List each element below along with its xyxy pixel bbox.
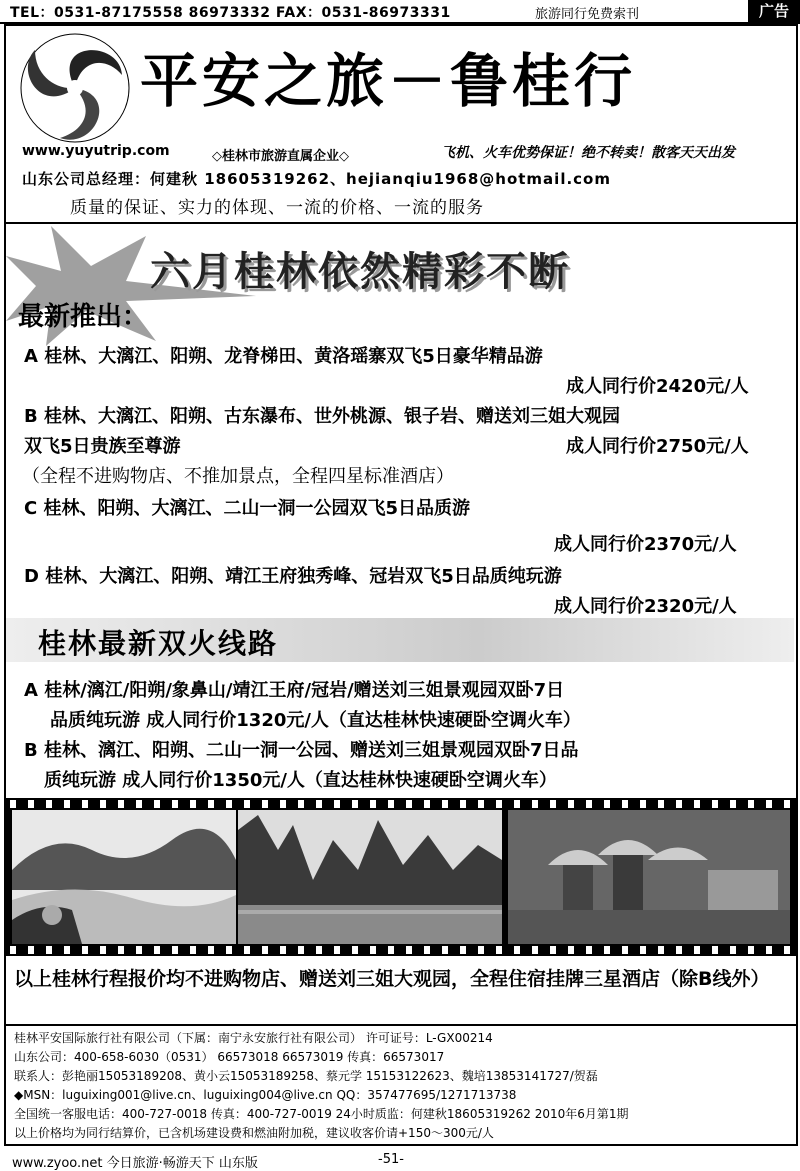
top-contact-bar bbox=[0, 0, 800, 24]
latest-label: 最新推出： bbox=[18, 302, 149, 332]
divider bbox=[4, 1024, 796, 1026]
affiliation-text: ◇桂林市旅游直属企业◇ bbox=[212, 149, 349, 164]
brand-title: 平安之旅－鲁桂行 bbox=[140, 47, 637, 115]
route-d-price: 成人同行价2320元/人 bbox=[554, 596, 737, 617]
film-perforation bbox=[4, 800, 796, 808]
promo-slogan: 飞机、火车优势保证！绝不转卖！散客天天出发 bbox=[441, 145, 735, 161]
shandong-office-phones: 山东公司：400-658-6030（0531） 66573018 66573019 传真：66573017 bbox=[14, 1050, 445, 1064]
train-banner-title: 桂林最新双火线路 bbox=[38, 627, 279, 660]
divider bbox=[4, 222, 796, 224]
route-c-price: 成人同行价2370元/人 bbox=[554, 534, 737, 555]
notice-banner: 以上桂林行程报价均不进购物店、赠送刘三姐大观园，全程住宿挂牌三星酒店（除B线外） bbox=[14, 968, 770, 990]
train-route-b-line2: 质纯玩游 成人同行价1350元/人（直达桂林快速硬卧空调火车） bbox=[44, 770, 557, 791]
page-number: -51- bbox=[378, 1152, 404, 1167]
route-b-subtitle: 双飞5日贵族至尊游 bbox=[24, 436, 181, 457]
film-perforation bbox=[4, 946, 796, 954]
route-b-price: 成人同行价2750元/人 bbox=[566, 436, 749, 457]
photo-strip bbox=[4, 798, 796, 956]
msn-qq: ◆MSN：luguixing001@live.cn、luguixing004@live.cn QQ：357477695/1271713738 bbox=[14, 1088, 517, 1102]
train-route-a-line1: A 桂林/漓江/阳朔/象鼻山/靖江王府/冠岩/赠送刘三姐景观园双卧7日 bbox=[24, 680, 565, 701]
train-banner bbox=[6, 618, 794, 662]
photo-ink-landscape bbox=[12, 810, 236, 944]
route-a-price: 成人同行价2420元/人 bbox=[566, 376, 749, 397]
price-note: 以上价格均为同行结算价，已含机场建设费和燃油附加税，建议收客价请+150～300元/人 bbox=[14, 1126, 494, 1140]
june-headline: 六月桂林依然精彩不断 bbox=[150, 248, 570, 295]
route-b-note: （全程不进购物店、不推加景点，全程四星标准酒店） bbox=[22, 466, 454, 487]
index-label: 旅游同行免费索刊 bbox=[535, 7, 640, 22]
route-c-title: C 桂林、阳朔、大漓江、二山一洞一公园双飞5日品质游 bbox=[24, 498, 470, 519]
route-b-title: B 桂林、大漓江、阳朔、古东瀑布、世外桃源、银子岩、赠送刘三姐大观园 bbox=[24, 406, 620, 427]
manager-contact: 山东公司总经理：何建秋 18605319262、hejianqiu1968@hotmail.com bbox=[22, 170, 611, 188]
hotline-supervision: 全国统一客服电话：400-727-0018 传真：400-727-0019 24小时质监：何建秋18605319262 2010年6月第1期 bbox=[14, 1107, 629, 1121]
photo-li-river bbox=[238, 810, 502, 944]
route-a-title: A 桂林、大漓江、阳朔、龙脊梯田、黄洛瑶寨双飞5日豪华精品游 bbox=[24, 346, 543, 367]
contact-phones: TEL：0531-87175558 86973332 FAX：0531-86973331 bbox=[10, 5, 451, 21]
train-route-b-line1: B 桂林、漓江、阳朔、二山一洞一公园、赠送刘三姐景观园双卧7日品 bbox=[24, 740, 579, 761]
footer-site: www.zyoo.net 今日旅游·畅游天下 山东版 bbox=[12, 1156, 258, 1171]
photo-village-huts bbox=[508, 810, 790, 944]
service-slogan: 质量的保证、实力的体现、一流的价格、一流的服务 bbox=[70, 198, 484, 218]
contact-persons: 联系人：彭艳丽15053189208、黄小云15053189258、蔡元学 15153122623、魏培13853141727/贺磊 bbox=[14, 1069, 598, 1083]
website-link[interactable]: www.yuyutrip.com bbox=[22, 143, 170, 159]
company-name-license: 桂林平安国际旅行社有限公司（下属：南宁永安旅行社有限公司） 许可证号：L-GX00214 bbox=[14, 1031, 493, 1045]
train-route-a-line2: 品质纯玩游 成人同行价1320元/人（直达桂林快速硬卧空调火车） bbox=[50, 710, 581, 731]
company-logo-icon bbox=[10, 30, 140, 146]
ad-badge: 广告 bbox=[748, 0, 800, 22]
route-d-title: D 桂林、大漓江、阳朔、靖江王府独秀峰、冠岩双飞5日品质纯玩游 bbox=[24, 566, 562, 587]
page-footer bbox=[0, 1146, 800, 1171]
